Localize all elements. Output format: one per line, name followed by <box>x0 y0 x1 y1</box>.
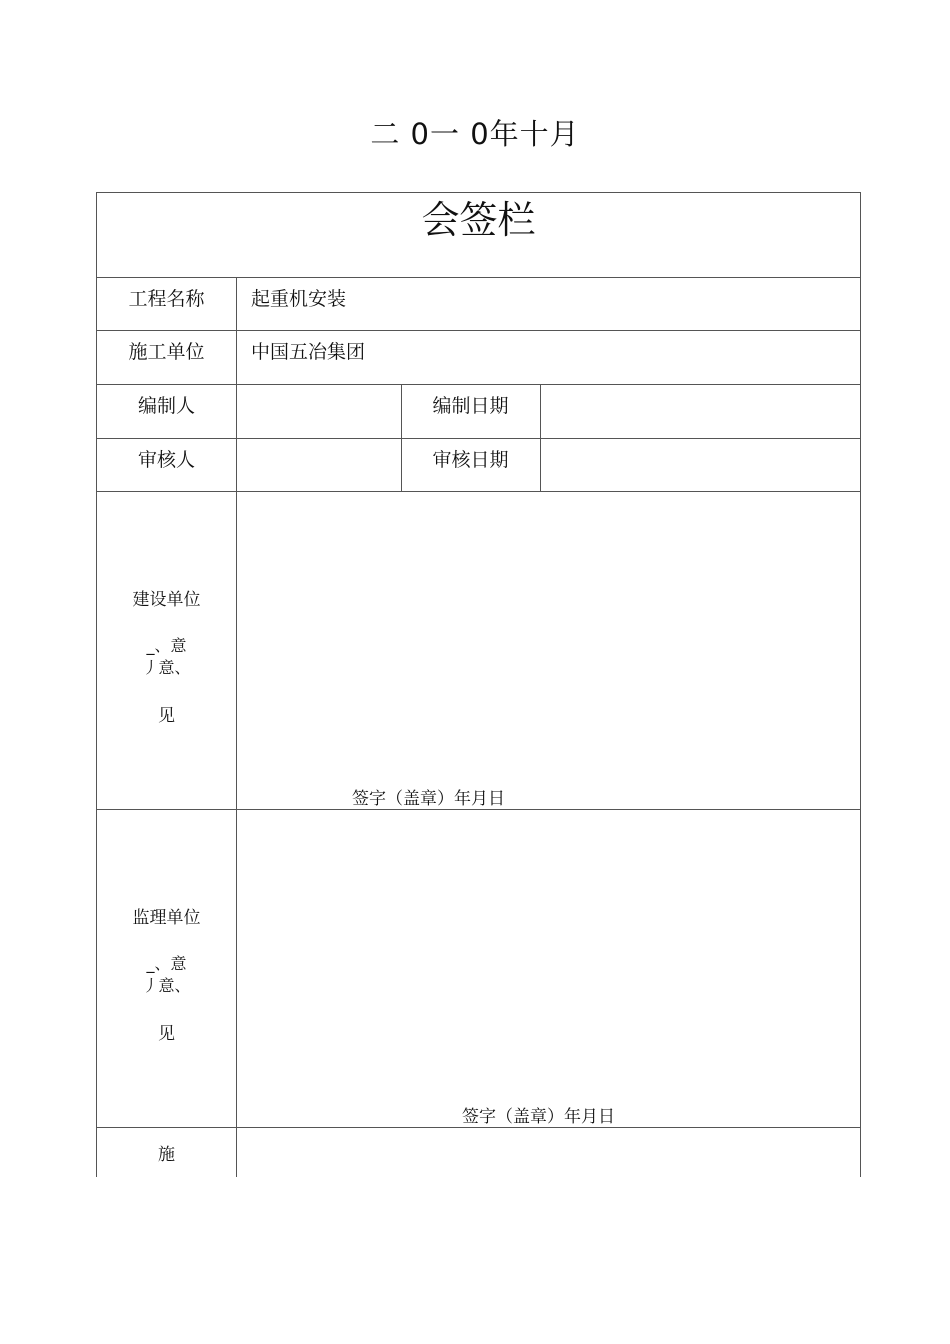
owner-signature-line: 签字（盖章）年月日 <box>352 789 505 809</box>
form-title: 会签栏 <box>421 198 536 242</box>
supervisor-opinion-label <box>97 809 236 1127</box>
row-divider <box>97 330 860 331</box>
owner-opinion-label-line: 见 <box>158 706 175 726</box>
supervisor-opinion-label-line: _、意 <box>146 954 187 973</box>
owner-opinion-label-line: 建设单位 <box>132 590 201 610</box>
supervisor-signature-line: 签字（盖章）年月日 <box>462 1107 615 1127</box>
supervisor-opinion-label-line: 见 <box>158 1024 175 1044</box>
row-divider <box>97 1127 860 1128</box>
supervisor-opinion-label-line: 监理单位 <box>132 908 201 928</box>
reviewed-by-label: 审核人 <box>137 449 195 471</box>
project-name-label: 工程名称 <box>128 288 205 310</box>
owner-opinion-label-line: 丿意、 <box>142 658 191 677</box>
prepared-date-label: 编制日期 <box>432 395 509 417</box>
document-date-heading: 二 0一 0年十月 <box>370 117 580 151</box>
prepared-by-label: 编制人 <box>137 395 195 417</box>
construction-unit-label: 施工单位 <box>128 341 205 363</box>
owner-opinion-label-line: _、意 <box>146 636 187 655</box>
supervisor-opinion-label-line: 丿意、 <box>142 976 191 995</box>
reviewed-date-label: 审核日期 <box>432 449 509 471</box>
label-column-divider <box>236 277 237 1177</box>
owner-opinion-label <box>97 491 236 809</box>
row-divider <box>97 438 860 439</box>
column-divider <box>540 384 541 491</box>
row-divider <box>97 277 860 278</box>
contractor-opinion-label: 施 <box>158 1145 175 1165</box>
countersign-form <box>96 192 861 1177</box>
row-divider <box>97 384 860 385</box>
construction-unit-value[interactable]: 中国五冶集团 <box>251 341 366 363</box>
project-name-value[interactable]: 起重机安装 <box>251 288 347 310</box>
